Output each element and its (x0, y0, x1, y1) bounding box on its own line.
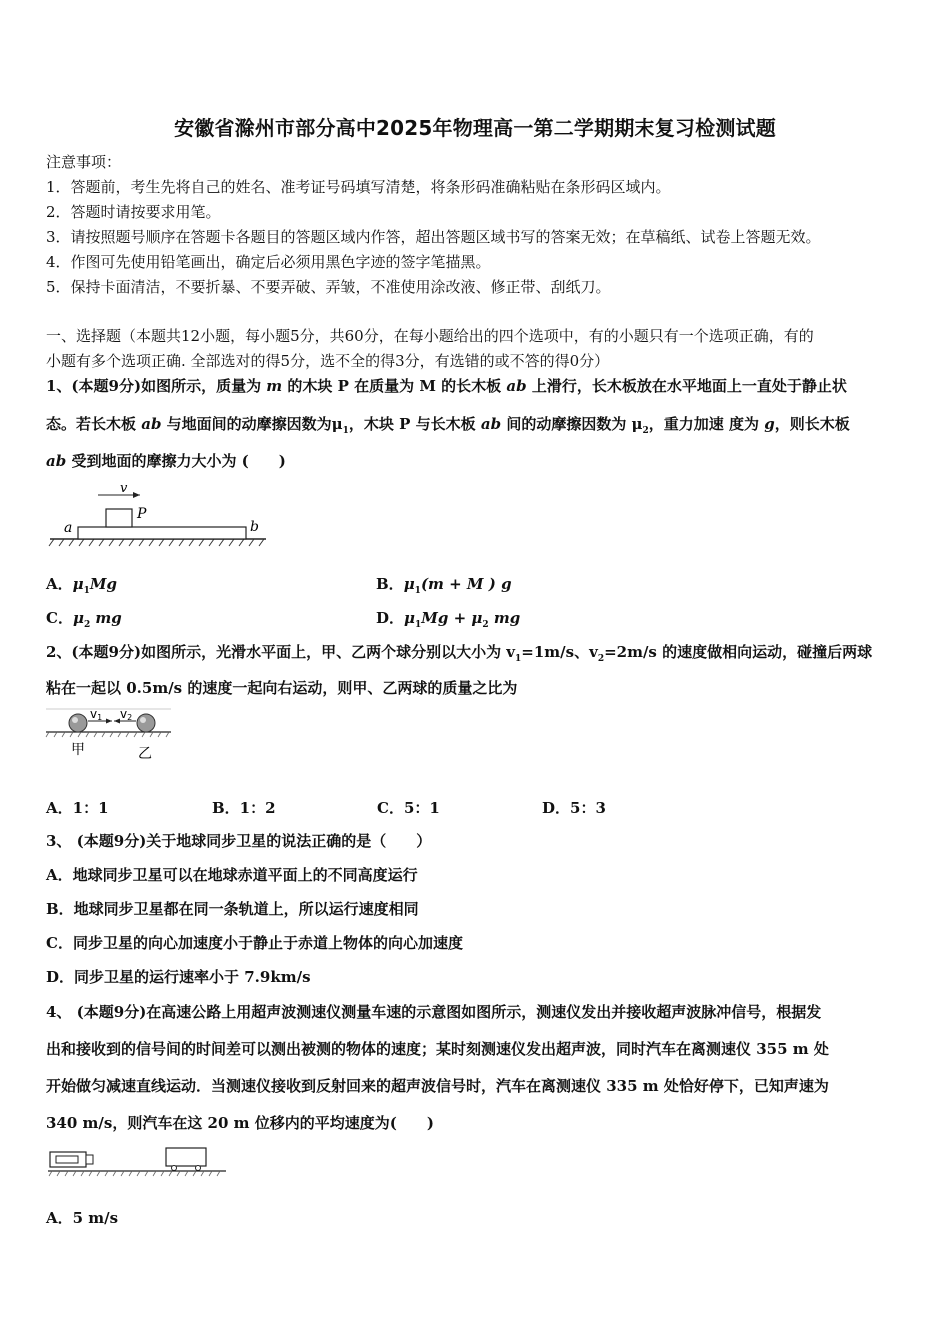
q4-stem-line: 340 m/s，则汽车在这 20 m 位移内的平均速度为( ) (46, 1114, 434, 1132)
q1-option-c[interactable]: C．$\mu_2$ mg (46, 609, 122, 630)
q4-figure (46, 1146, 231, 1178)
notice-item: 5．保持卡面清洁，不要折暴、不要弄破、弄皱，不准使用涂改液、修正带、刮纸刀。 (46, 278, 611, 296)
label-jia: 甲 (71, 742, 85, 758)
notice-item: 3．请按照题号顺序在答题卡各题目的答题区域内作答，超出答题区域书写的答案无效；在草稿纸、试卷上答题无效。 (46, 228, 821, 246)
q1-option-b[interactable]: B．$\mu_1(m + M$ ) g (376, 575, 512, 596)
q3-option-b[interactable]: B．地球同步卫星都在同一条轨道上，所以运行速度相同 (46, 900, 419, 918)
q3-stem: 3、 (本题9分)关于地球同步卫星的说法正确的是（ ） (46, 832, 432, 850)
ball-jia (69, 714, 87, 732)
car (166, 1148, 206, 1166)
q4-stem-line: 开始做匀减速直线运动．当测速仪接收到反射回来的超声波信号时，汽车在离测速仪 335 m 处恰好停下，已知声速为 (46, 1077, 829, 1095)
long-board (78, 527, 246, 539)
notice-item: 1．答题前，考生先将自己的姓名、准考证号码填写清楚，将条形码准确粘贴在条形码区域内。 (46, 178, 671, 196)
block-p (106, 509, 132, 527)
q2-stem-line2: 粘在一起以 0.5m/s 的速度一起向右运动，则甲、乙两球的质量之比为 (46, 679, 518, 697)
q3-option-c[interactable]: C．同步卫星的向心加速度小于静止于赤道上物体的向心加速度 (46, 934, 463, 952)
section-intro: 一、选择题（本题共12小题，每小题5分，共60分，在每小题给出的四个选项中，有的小题只有一个选项正确，有的 (46, 327, 814, 345)
q2-option-d[interactable]: D．5：3 (542, 799, 606, 817)
label-v: v (120, 481, 128, 496)
svg-text:v1: v1 (90, 707, 103, 722)
q4-stem-line: 出和接收到的信号间的时间差可以测出被测的物体的速度；某时刻测速仪发出超声波，同时汽车在离测速仪 355 m 处 (46, 1040, 829, 1058)
label-b: b (250, 519, 259, 535)
q3-option-a[interactable]: A．地球同步卫星可以在地球赤道平面上的不同高度运行 (46, 866, 418, 884)
q4-stem-line: 4、 (本题9分)在高速公路上用超声波测速仪测量车速的示意图如图所示，测速仪发出并接收超声波脉冲信号，根据发 (46, 1003, 822, 1021)
svg-text:v2: v2 (120, 707, 133, 722)
q2-stem-line1: 2、(本题9分)如图所示，光滑水平面上，甲、乙两个球分别以大小为 $v_1=1m/s$、$v_2=2m/s$ 的速度做相向运动，碰撞后两球 (46, 643, 873, 664)
label-yi: 乙 (138, 746, 152, 762)
q1-option-a[interactable]: A．$\mu_1Mg$ (46, 575, 117, 596)
q2-option-c[interactable]: C．5：1 (377, 799, 440, 817)
label-p: P (137, 506, 147, 522)
q3-option-d[interactable]: D．同步卫星的运行速率小于 7.9km/s (46, 968, 311, 986)
q1-figure (46, 480, 271, 550)
q4-option-a[interactable]: A．5 m/s (46, 1209, 119, 1227)
q2-option-a[interactable]: A．1：1 (46, 799, 109, 817)
ball-yi (137, 714, 155, 732)
section-intro: 小题有多个选项正确. 全部选对的得5分，选不全的得3分，有选错的或不答的得0分） (46, 352, 610, 370)
notice-item: 4．作图可先使用铅笔画出，确定后必须用黑色字迹的签字笔描黑。 (46, 253, 491, 271)
q1-stem-line3: ab 受到地面的摩擦力大小为 ( ) (46, 452, 286, 470)
notice-heading: 注意事项： (46, 153, 122, 171)
page-title: 安徽省滁州市部分高中2025年物理高一第二学期期末复习检测试题 (174, 116, 776, 140)
q1-option-d[interactable]: D．$\mu_1Mg + \mu_2$ mg (376, 609, 521, 630)
q1-stem-line1: 1、(本题9分)如图所示，质量为 m 的木块 P 在质量为 M 的长木板 ab 上滑行，长木板放在水平地面上一直处于静止状 (46, 377, 847, 395)
q2-option-b[interactable]: B．1：2 (212, 799, 276, 817)
label-a: a (64, 520, 73, 536)
q1-stem-line2: 态。若长木板 ab 与地面间的动摩擦因数为$\mu_1$，木块 P 与长木板 ab 间的动摩擦因数为 $\mu_2$，重力加速 度为 g，则长木板 (46, 415, 850, 436)
q2-figure (46, 704, 176, 766)
notice-item: 2．答题时请按要求用笔。 (46, 203, 221, 221)
